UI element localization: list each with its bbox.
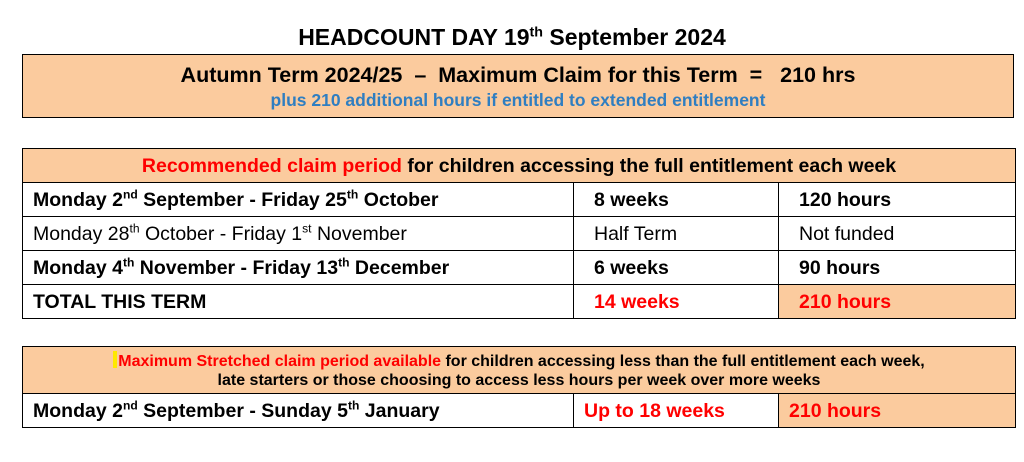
recommended-claim-table xyxy=(22,148,1016,319)
table-row xyxy=(23,183,1016,217)
stretched-claim-header: Maximum Stretched claim period available for children accessing less than the full entitlement each week, late starters or those choosing to access less hours per week over more weeks xyxy=(23,347,1016,394)
max-claim-text: Autumn Term 2024/25 – Maximum Claim for this Term = 210 hrs xyxy=(180,63,856,87)
period-cell: Monday 2nd September - Sunday 5th January xyxy=(23,394,574,428)
total-hours: 210 hours xyxy=(779,285,1016,319)
weeks-cell: 6 weeks xyxy=(574,251,779,285)
weeks-cell: 8 weeks xyxy=(574,183,779,217)
recommended-claim-header: Recommended claim period for children accessing the full entitlement each week xyxy=(23,149,1016,183)
max-claim-box xyxy=(22,54,1014,118)
total-row xyxy=(23,285,1016,319)
weeks-cell: Up to 18 weeks xyxy=(574,394,779,428)
weeks-cell: Half Term xyxy=(574,217,779,251)
total-label: TOTAL THIS TERM xyxy=(23,285,574,319)
stretched-claim-table xyxy=(22,346,1016,428)
hours-cell: 90 hours xyxy=(779,251,1016,285)
hours-cell: Not funded xyxy=(779,217,1016,251)
hours-cell: 120 hours xyxy=(779,183,1016,217)
extended-entitlement-note: plus 210 additional hours if entitled to extended entitlement xyxy=(270,90,766,110)
period-cell: Monday 28th October - Friday 1st November xyxy=(23,217,574,251)
page-title: HEADCOUNT DAY 19th September 2024 xyxy=(298,24,726,50)
table-row xyxy=(23,394,1016,428)
hours-cell: 210 hours xyxy=(779,394,1016,428)
highlight-mark xyxy=(113,351,117,368)
period-cell: Monday 4th November - Friday 13th December xyxy=(23,251,574,285)
period-cell: Monday 2nd September - Friday 25th October xyxy=(23,183,574,217)
total-weeks: 14 weeks xyxy=(574,285,779,319)
table-row xyxy=(23,251,1016,285)
table-row xyxy=(23,217,1016,251)
